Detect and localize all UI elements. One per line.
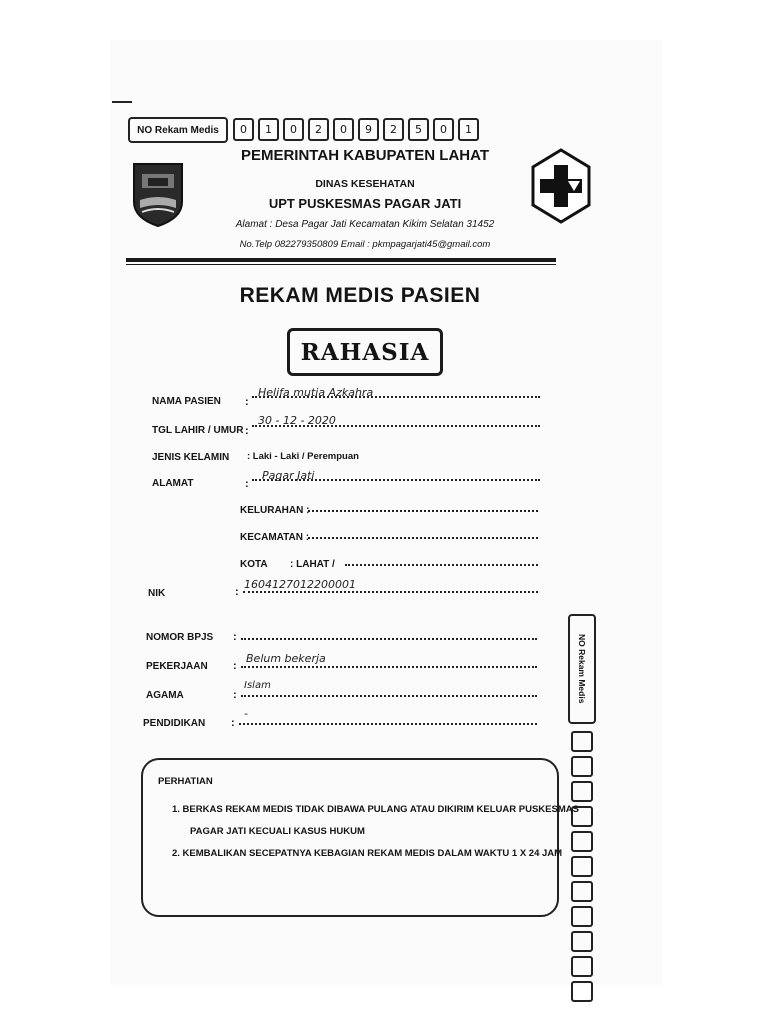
- colon: :: [233, 631, 237, 643]
- kelurahan-label: KELURAHAN :: [240, 505, 310, 516]
- side-box: [571, 881, 593, 902]
- rekam-medis-number: [233, 118, 479, 141]
- digit-box: 5: [408, 118, 429, 141]
- side-box: [571, 831, 593, 852]
- institution-name: PEMERINTAH KABUPATEN LAHAT: [240, 147, 490, 164]
- side-tab-label: NO Rekam Medis: [577, 634, 587, 704]
- digit-box: 0: [433, 118, 454, 141]
- header-divider: [126, 258, 556, 262]
- pekerjaan-label: PEKERJAAN: [146, 661, 208, 672]
- side-box: [571, 856, 593, 877]
- side-box: [571, 906, 593, 927]
- colon: :: [245, 425, 249, 437]
- digit-box: 2: [308, 118, 329, 141]
- confidential-stamp: RAHASIA: [287, 328, 443, 376]
- alamat-label: ALAMAT: [152, 478, 194, 489]
- notice-title: PERHATIAN: [158, 776, 213, 787]
- pendidikan-value: -: [244, 707, 248, 720]
- pendidikan-line: [239, 723, 537, 725]
- side-box: [571, 956, 593, 977]
- notice-item-1: 1. BERKAS REKAM MEDIS TIDAK DIBAWA PULANG ATAU DIKIRIM KELUAR PUSKESMAS: [172, 804, 579, 815]
- agama-label: AGAMA: [146, 690, 184, 701]
- side-box: [571, 756, 593, 777]
- tgl-lahir-value: 30 - 12 - 2020: [258, 414, 336, 427]
- alamat-value: Pagar Jati: [262, 469, 315, 482]
- colon: :: [233, 660, 237, 672]
- notice-item-1-cont: PAGAR JATI KECUALI KASUS HUKUM: [190, 826, 365, 837]
- side-box: [571, 931, 593, 952]
- side-box: [571, 781, 593, 802]
- side-rekam-medis-tab: [568, 614, 596, 724]
- notice-item-2: 2. KEMBALIKAN SECEPATNYA KEBAGIAN REKAM MEDIS DALAM WAKTU 1 X 24 JAM: [172, 848, 563, 859]
- nik-label: NIK: [148, 588, 166, 599]
- margin-mark: [112, 101, 132, 103]
- digit-box: 0: [283, 118, 304, 141]
- regency-emblem-icon: [130, 160, 186, 228]
- colon: :: [235, 586, 239, 598]
- tgl-lahir-label: TGL LAHIR / UMUR: [152, 425, 244, 436]
- nomor-bpjs-label: NOMOR BPJS: [146, 632, 214, 643]
- kecamatan-line: [308, 537, 538, 539]
- address-line: Alamat : Desa Pagar Jati Kecamatan Kikim Selatan 31452: [235, 219, 495, 230]
- digit-box: 1: [258, 118, 279, 141]
- agama-line: [241, 695, 537, 697]
- side-box: [571, 981, 593, 1002]
- kota-value: : LAHAT /: [290, 559, 335, 570]
- pekerjaan-line: [241, 666, 537, 668]
- colon: :: [233, 689, 237, 701]
- nomor-bpjs-line: [241, 638, 537, 640]
- colon: :: [245, 396, 249, 408]
- jenis-kelamin-label: JENIS KELAMIN: [152, 452, 230, 463]
- header-divider-thin: [126, 264, 556, 265]
- nik-value: 1604127012200001: [244, 578, 356, 591]
- department-name: DINAS KESEHATAN: [315, 178, 415, 190]
- health-cross-icon: [530, 147, 592, 225]
- nik-line: [243, 591, 538, 593]
- digit-box: 9: [358, 118, 379, 141]
- kota-line: [345, 564, 538, 566]
- unit-name: UPT PUSKESMAS PAGAR JATI: [268, 196, 462, 211]
- nama-pasien-label: NAMA PASIEN: [152, 396, 221, 407]
- side-box: [571, 731, 593, 752]
- kelurahan-line: [308, 510, 538, 512]
- side-number-boxes: [571, 731, 593, 1002]
- pendidikan-label: PENDIDIKAN: [143, 718, 206, 729]
- nama-pasien-value: Helifa mutia Azkahra: [258, 386, 374, 399]
- contact-line: No.Telp 082279350809 Email : pkmpagarjati45@gmail.com: [239, 239, 491, 250]
- digit-box: 0: [333, 118, 354, 141]
- no-rekam-medis-label: NO Rekam Medis: [128, 117, 228, 143]
- digit-box: 1: [458, 118, 479, 141]
- jenis-kelamin-options: : Laki - Laki / Perempuan: [247, 451, 359, 462]
- digit-box: 0: [233, 118, 254, 141]
- pekerjaan-value: Belum bekerja: [246, 652, 326, 665]
- digit-box: 2: [383, 118, 404, 141]
- agama-value: Islam: [244, 680, 271, 691]
- kecamatan-label: KECAMATAN :: [240, 532, 310, 543]
- kota-label: KOTA: [240, 559, 268, 570]
- colon: :: [245, 478, 249, 490]
- colon: :: [231, 717, 235, 729]
- document-title: REKAM MEDIS PASIEN: [239, 284, 481, 307]
